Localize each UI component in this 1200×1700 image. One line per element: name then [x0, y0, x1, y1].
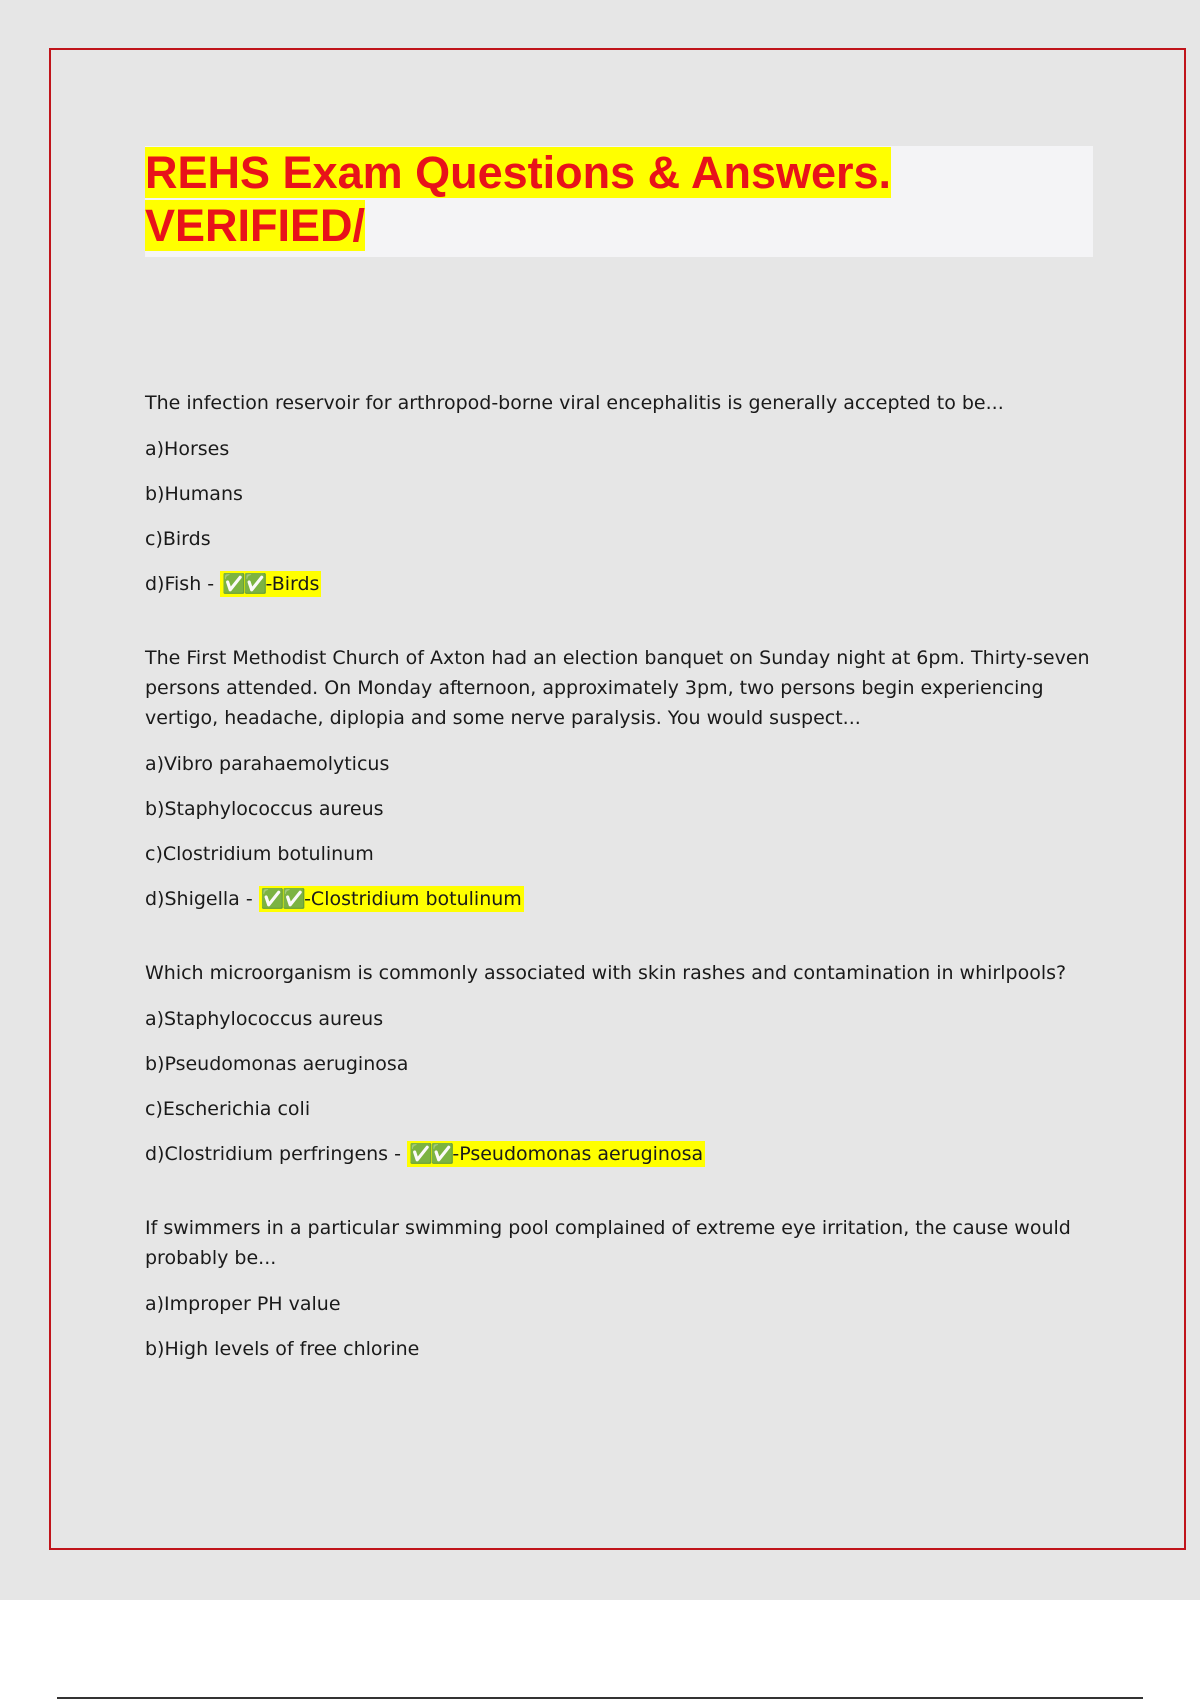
title-line-2: VERIFIED/	[145, 200, 366, 251]
option-a: a)Horses	[145, 438, 230, 460]
option-b: b)Staphylococcus aureus	[145, 798, 384, 820]
document-title	[145, 146, 1093, 252]
answer-highlight	[220, 571, 321, 597]
option-c: c)Clostridium botulinum	[145, 843, 374, 865]
option-c: c)Escherichia coli	[145, 1098, 311, 1120]
option-d-label: d)Shigella -	[145, 888, 259, 910]
option-d-label: d)Clostridium perfringens -	[145, 1143, 408, 1165]
double-check-icon: ✅✅	[260, 888, 305, 910]
option-d	[145, 884, 1093, 914]
question-text: If swimmers in a particular swimming pool complained of extreme eye irritation, the cause would probably be...	[145, 1217, 1071, 1269]
question-3	[145, 958, 1093, 1169]
title-line-1: REHS Exam Questions & Answers.	[145, 147, 892, 198]
footer-divider	[57, 1697, 1143, 1699]
option-c: c)Birds	[145, 528, 211, 550]
option-d	[145, 569, 1093, 599]
question-text: The infection reservoir for arthropod-borne viral encephalitis is generally accepted to be...	[145, 392, 1004, 414]
option-b: b)Pseudomonas aeruginosa	[145, 1053, 409, 1075]
question-text: The First Methodist Church of Axton had an election banquet on Sunday night at 6pm. Thirty-seven persons attended. On Monday afternoon, approximately 3pm, two persons begin experiencing vertigo, headache, diplopia and some nerve paralysis. You would suspect...	[145, 647, 1090, 729]
option-d	[145, 1139, 1093, 1169]
option-b: b)High levels of free chlorine	[145, 1338, 420, 1360]
double-check-icon: ✅✅	[222, 573, 266, 595]
answer-highlight	[259, 886, 524, 912]
question-4	[145, 1213, 1093, 1364]
answer-text: -Pseudomonas aeruginosa	[452, 1143, 704, 1165]
answer-text: -Clostridium botulinum	[304, 888, 522, 910]
question-text: Which microorganism is commonly associated with skin rashes and contamination in whirlpools?	[145, 962, 1067, 984]
title-box	[145, 146, 1093, 257]
option-a: a)Improper PH value	[145, 1293, 341, 1315]
option-b: b)Humans	[145, 483, 243, 505]
option-d-label: d)Fish -	[145, 573, 221, 595]
option-a: a)Staphylococcus aureus	[145, 1008, 384, 1030]
double-check-icon: ✅✅	[409, 1143, 453, 1165]
answer-text: -Birds	[265, 573, 320, 595]
answer-highlight	[407, 1141, 705, 1167]
option-a: a)Vibro parahaemolyticus	[145, 753, 390, 775]
questions-content	[145, 388, 1093, 1408]
question-2	[145, 643, 1093, 914]
question-1	[145, 388, 1093, 599]
